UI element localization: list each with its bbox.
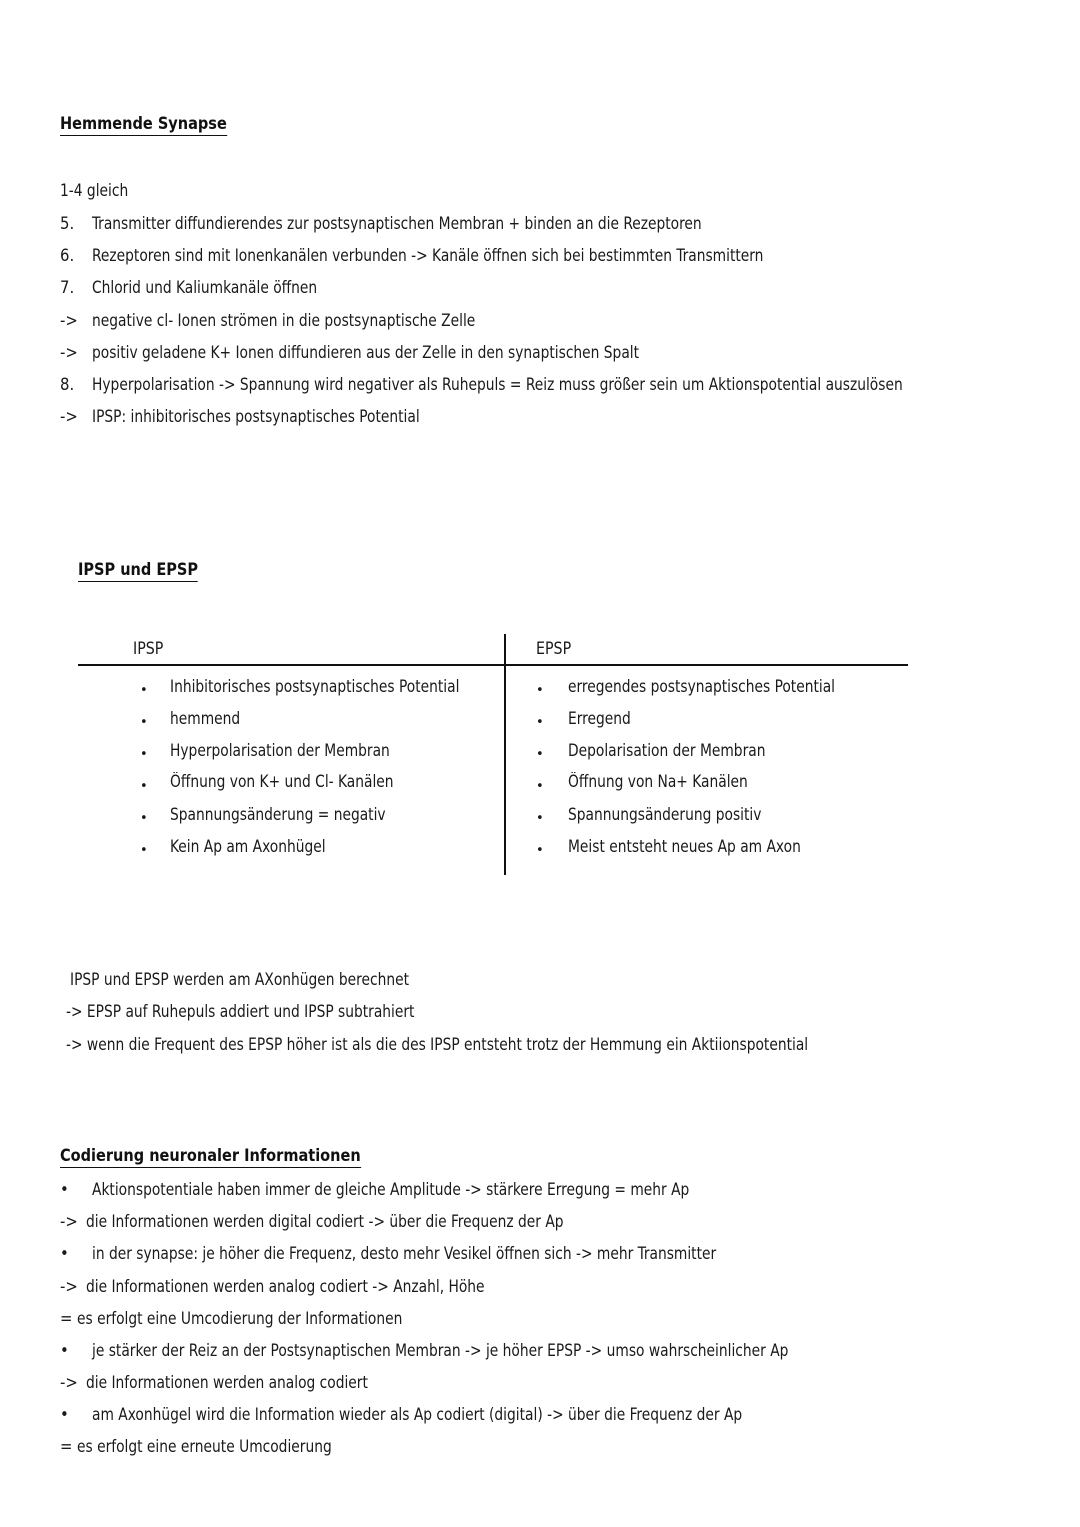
list-marker: 8.	[60, 375, 75, 394]
table-bullet: •	[140, 811, 148, 826]
list-item: positiv geladene K+ Ionen diffundieren aus der Zelle in den synaptischen Spalt	[92, 343, 640, 362]
list-item: Hyperpolarisation -> Spannung wird negativer als Ruhepuls = Reiz muss größer sein um Aktionspotential auszulösen	[92, 375, 903, 394]
list-marker-arrow: ->	[60, 1277, 78, 1296]
list-item: in der synapse: je höher die Frequenz, desto mehr Vesikel öffnen sich -> mehr Transmitter	[92, 1244, 717, 1263]
table-cell: erregendes postsynaptisches Potential	[568, 677, 836, 696]
list-item: es erfolgt eine erneute Umcodierung	[77, 1437, 332, 1456]
list-marker-bullet: •	[60, 1405, 69, 1424]
table-bullet: •	[140, 779, 148, 794]
list-marker-arrow: ->	[60, 343, 78, 362]
note-line: IPSP und EPSP werden am AXonhügen berechnet	[70, 970, 410, 989]
heading-codierung: Codierung neuronaler Informationen	[60, 1146, 361, 1166]
list-marker-bullet: •	[60, 1341, 69, 1360]
list-marker-arrow: ->	[60, 1373, 78, 1392]
list-item: am Axonhügel wird die Information wieder als Ap codiert (digital) -> über die Frequenz der Ap	[92, 1405, 743, 1424]
table-cell: Depolarisation der Membran	[568, 741, 766, 760]
list-marker: 6.	[60, 246, 75, 265]
table-cell: Öffnung von Na+ Kanälen	[568, 772, 748, 791]
table-bullet: •	[536, 747, 544, 762]
list-marker-bullet: •	[60, 1180, 69, 1199]
table-cell: Erregend	[568, 709, 631, 728]
heading-ipsp-und-epsp: IPSP und EPSP	[78, 560, 199, 580]
table-header-rule	[78, 664, 908, 666]
table-bullet: •	[536, 811, 544, 826]
list-marker-arrow: ->	[60, 407, 78, 426]
heading-hemmende-synapse: Hemmende Synapse	[60, 114, 227, 134]
list-item: Rezeptoren sind mit Ionenkanälen verbunden -> Kanäle öffnen sich bei bestimmten Transmittern	[92, 246, 764, 265]
list-item: die Informationen werden analog codiert	[86, 1373, 368, 1392]
list-item: es erfolgt eine Umcodierung der Informationen	[77, 1309, 403, 1328]
list-item: die Informationen werden analog codiert -> Anzahl, Höhe	[86, 1277, 485, 1296]
table-column-header-ipsp: IPSP	[133, 639, 164, 659]
note-line: -> wenn die Frequent des EPSP höher ist als die des IPSP entsteht trotz der Hemmung ein Aktiionspotential	[66, 1035, 809, 1054]
table-cell: Spannungsänderung = negativ	[170, 805, 386, 824]
table-cell: Inhibitorisches postsynaptisches Potential	[170, 677, 460, 696]
table-bullet: •	[536, 779, 544, 794]
list-marker-arrow: ->	[60, 1212, 78, 1231]
list-marker: 7.	[60, 278, 75, 297]
list-item: Chlorid und Kaliumkanäle öffnen	[92, 278, 318, 297]
list-marker-equals: =	[60, 1309, 73, 1328]
list-item: Transmitter diffundierendes zur postsynaptischen Membran + binden an die Rezeptoren	[92, 214, 702, 233]
table-cell: Spannungsänderung positiv	[568, 805, 762, 824]
list-item: negative cl- Ionen strömen in die postsynaptische Zelle	[92, 311, 476, 330]
table-bullet: •	[536, 683, 544, 698]
table-column-header-epsp: EPSP	[536, 639, 572, 659]
table-bullet: •	[140, 683, 148, 698]
list-item: Aktionspotentiale haben immer de gleiche Amplitude -> stärkere Erregung = mehr Ap	[92, 1180, 690, 1199]
table-cell: Öffnung von K+ und Cl- Kanälen	[170, 772, 394, 791]
list-marker: 5.	[60, 214, 75, 233]
table-cell: Hyperpolarisation der Membran	[170, 741, 390, 760]
table-bullet: •	[140, 747, 148, 762]
table-bullet: •	[140, 843, 148, 858]
list-item: IPSP: inhibitorisches postsynaptisches Potential	[92, 407, 420, 426]
table-column-divider	[504, 634, 506, 875]
list-item: die Informationen werden digital codiert -> über die Frequenz der Ap	[86, 1212, 564, 1231]
table-bullet: •	[536, 843, 544, 858]
list-marker-arrow: ->	[60, 311, 78, 330]
table-bullet: •	[140, 715, 148, 730]
list-marker-equals: =	[60, 1437, 73, 1456]
list-marker-bullet: •	[60, 1244, 69, 1263]
list-item: je stärker der Reiz an der Postsynaptischen Membran -> je höher EPSP -> umso wahrscheinlicher Ap	[92, 1341, 789, 1360]
table-cell: Kein Ap am Axonhügel	[170, 837, 326, 856]
table-cell: Meist entsteht neues Ap am Axon	[568, 837, 801, 856]
intro-line-hemmende: 1-4 gleich	[60, 181, 129, 200]
table-cell: hemmend	[170, 709, 241, 728]
note-line: -> EPSP auf Ruhepuls addiert und IPSP subtrahiert	[66, 1002, 415, 1021]
table-bullet: •	[536, 715, 544, 730]
